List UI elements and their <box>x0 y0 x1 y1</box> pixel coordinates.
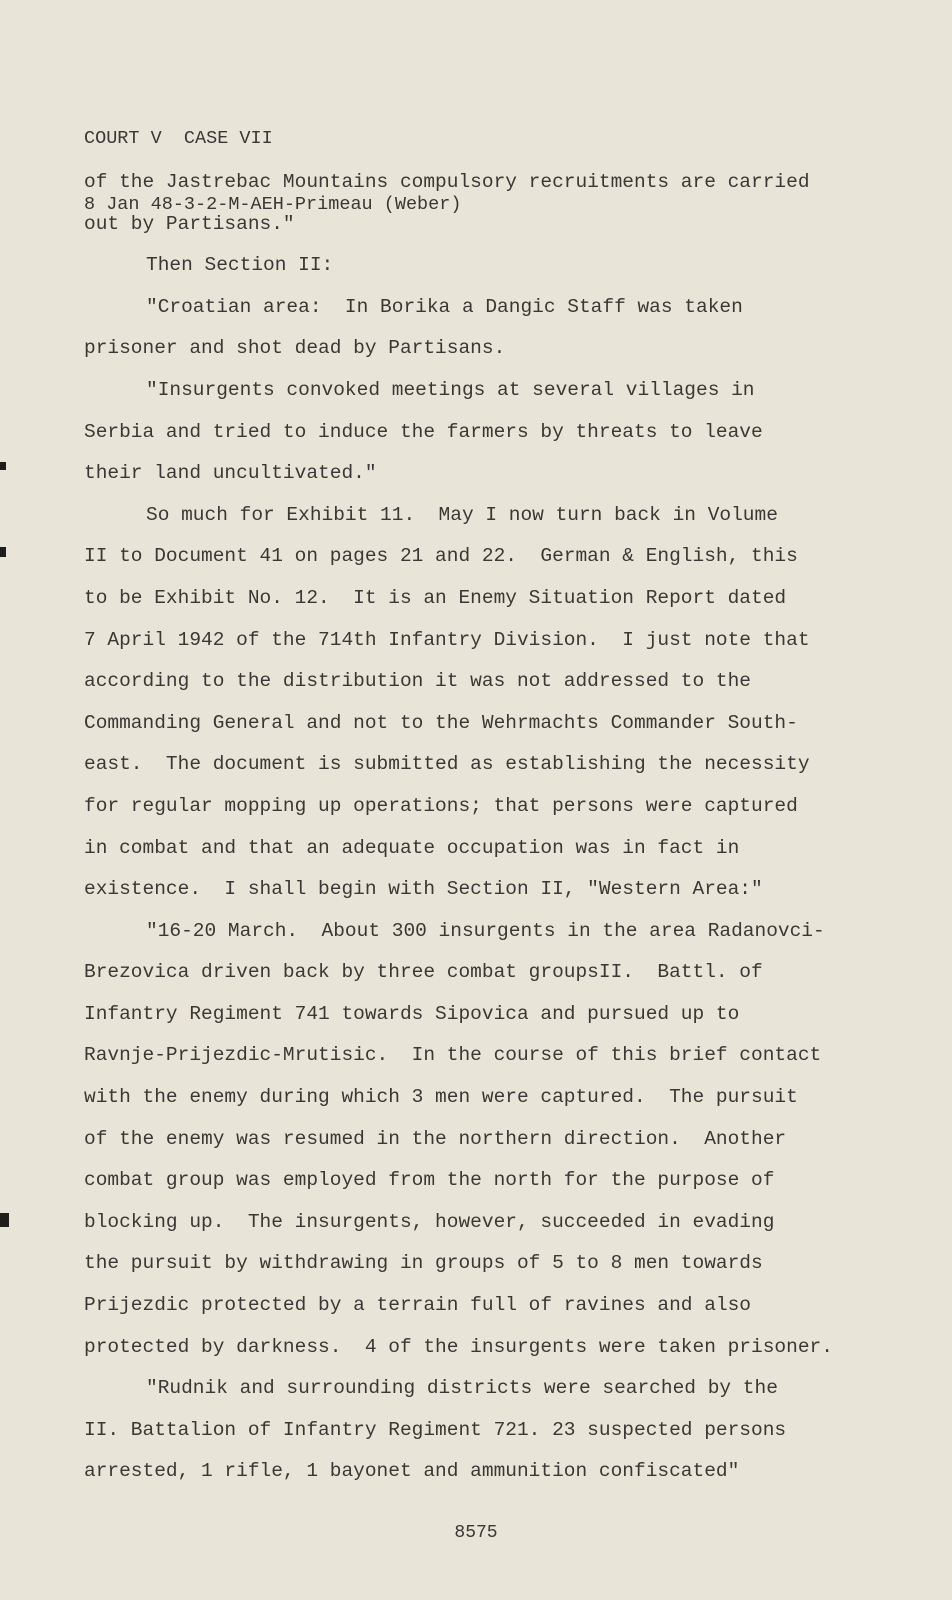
text-line: II to Document 41 on pages 21 and 22. German & English, this <box>84 545 798 568</box>
text-line: the pursuit by withdrawing in groups of 5 to 8 men towards <box>84 1252 763 1275</box>
text-line: Brezovica driven back by three combat groupsII. Battl. of <box>84 961 763 984</box>
text-line: Infantry Regiment 741 towards Sipovica and pursued up to <box>84 1002 740 1025</box>
binding-mark <box>0 1213 9 1227</box>
text-line: protected by darkness. 4 of the insurgents were taken prisoner. <box>84 1335 833 1358</box>
text-line: So much for Exhibit 11. May I now turn back in Volume <box>146 503 778 526</box>
text-line: their land uncultivated." <box>84 462 377 485</box>
text-line: Prijezdic protected by a terrain full of ravines and also <box>84 1294 752 1317</box>
court-case-line: COURT V CASE VII <box>84 128 273 149</box>
text-line: Then Section II: <box>146 254 334 277</box>
text-line: 7 April 1942 of the 714th Infantry Division. I just note that <box>84 628 810 651</box>
text-line: prisoner and shot dead by Partisans. <box>84 337 506 360</box>
text-line: existence. I shall begin with Section II, "Western Area:" <box>84 878 763 901</box>
transcript-body <box>84 162 884 1493</box>
text-line: of the enemy was resumed in the northern direction. Another <box>84 1127 787 1150</box>
binding-mark <box>0 547 6 557</box>
text-line: blocking up. The insurgents, however, succeeded in evading <box>84 1210 775 1233</box>
text-line: in combat and that an adequate occupation was in fact in <box>84 836 740 859</box>
text-line: combat group was employed from the north for the purpose of <box>84 1169 775 1192</box>
text-line: arrested, 1 rifle, 1 bayonet and ammunition confiscated" <box>84 1460 740 1483</box>
text-line: "16-20 March. About 300 insurgents in the area Radanovci- <box>146 919 825 942</box>
text-line: out by Partisans." <box>84 212 295 235</box>
text-line: "Rudnik and surrounding districts were searched by the <box>146 1377 778 1400</box>
text-line: "Insurgents convoked meetings at several villages in <box>146 378 755 401</box>
text-line: with the enemy during which 3 men were captured. The pursuit <box>84 1086 798 1109</box>
binding-mark <box>0 462 6 470</box>
text-line: "Croatian area: In Borika a Dangic Staff was taken <box>146 295 743 318</box>
text-line: to be Exhibit No. 12. It is an Enemy Situation Report dated <box>84 586 787 609</box>
page-number: 8575 <box>454 1523 498 1543</box>
text-line: Serbia and tried to induce the farmers by threats to leave <box>84 420 763 443</box>
session-reference-line: 8 Jan 48-3-2-M-AEH-Primeau (Weber) <box>84 194 462 215</box>
text-line: of the Jastrebac Mountains compulsory recruitments are carried <box>84 171 810 193</box>
text-line: II. Battalion of Infantry Regiment 721. 23 suspected persons <box>84 1418 787 1441</box>
text-line: according to the distribution it was not addressed to the <box>84 670 752 693</box>
text-line: Ravnje-Prijezdic-Mrutisic. In the course of this brief contact <box>84 1044 822 1067</box>
text-line: for regular mopping up operations; that persons were captured <box>84 794 798 817</box>
text-line: east. The document is submitted as establishing the necessity <box>84 753 810 776</box>
text-line: Commanding General and not to the Wehrmachts Commander South- <box>84 711 798 734</box>
